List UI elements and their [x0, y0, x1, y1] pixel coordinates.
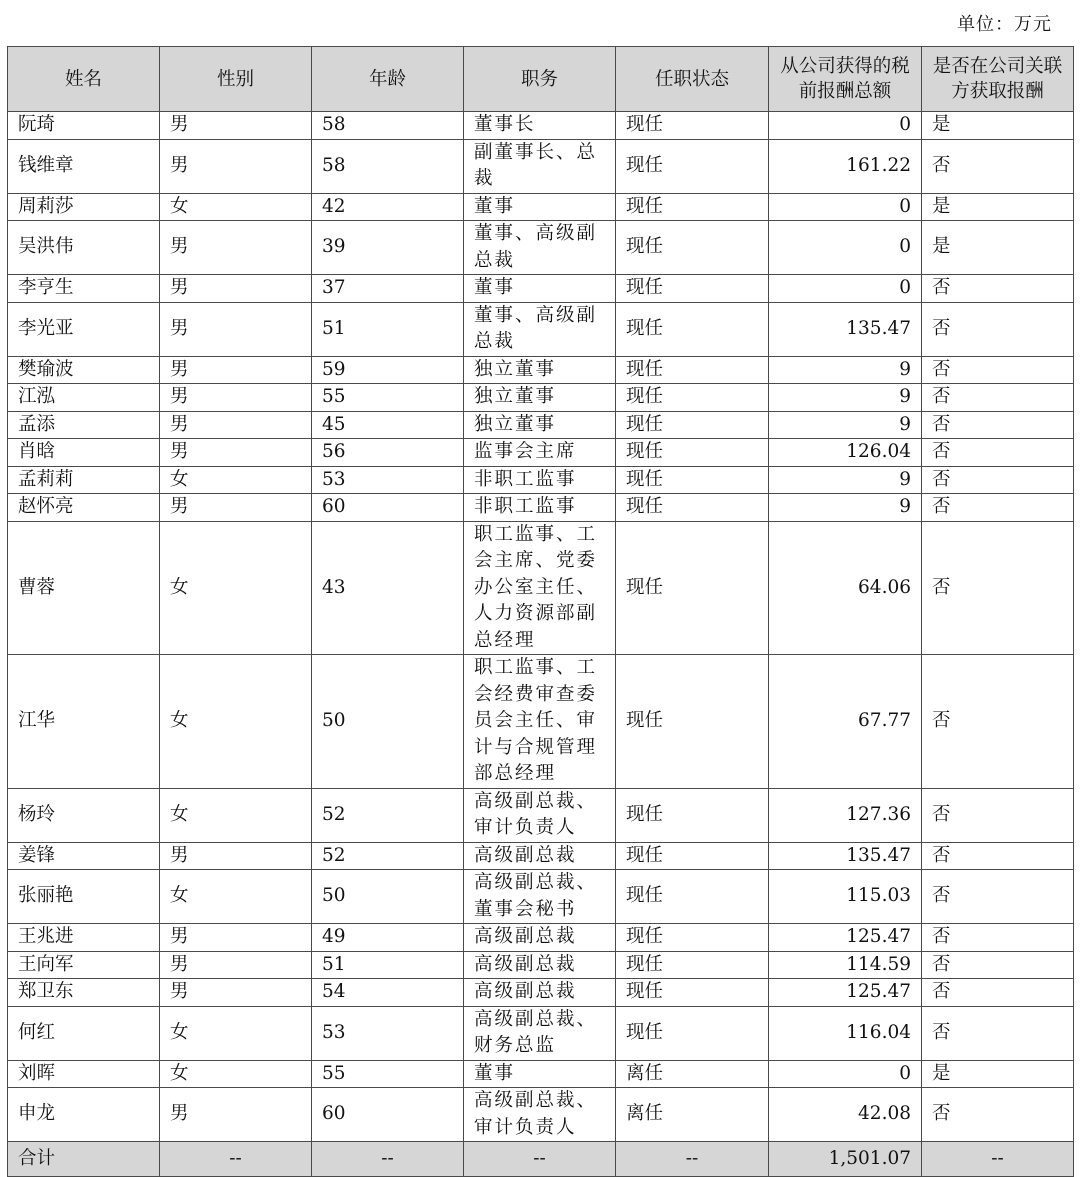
cell-name: 何红: [8, 1006, 160, 1060]
cell-related: 否: [922, 439, 1074, 467]
cell-gender: 男: [160, 951, 312, 979]
cell-gender: 男: [160, 356, 312, 384]
cell-name: 姜锋: [8, 842, 160, 870]
cell-name: 曹蓉: [8, 521, 160, 655]
cell-related: 是: [922, 1060, 1074, 1088]
table-row: [8, 193, 1074, 221]
cell-status: 现任: [616, 1006, 769, 1060]
cell-role: 董事: [464, 193, 616, 221]
table-row: [8, 112, 1074, 140]
cell-pay: 116.04: [769, 1006, 922, 1060]
cell-status: 现任: [616, 384, 769, 412]
cell-related: 否: [922, 384, 1074, 412]
cell-related: 否: [922, 1088, 1074, 1142]
cell-related: 否: [922, 979, 1074, 1007]
table-row: [8, 494, 1074, 522]
header-pay: 从公司获得的税前报酬总额: [769, 47, 922, 112]
cell-role: 高级副总裁: [464, 842, 616, 870]
table-row: [8, 655, 1074, 789]
total-related: --: [922, 1142, 1074, 1177]
cell-pay: 0: [769, 112, 922, 140]
cell-age: 53: [312, 466, 464, 494]
cell-role: 监事会主席: [464, 439, 616, 467]
cell-age: 51: [312, 951, 464, 979]
cell-name: 郑卫东: [8, 979, 160, 1007]
total-label: 合计: [8, 1142, 160, 1177]
cell-gender: 男: [160, 1088, 312, 1142]
cell-status: 现任: [616, 466, 769, 494]
cell-pay: 67.77: [769, 655, 922, 789]
cell-name: 肖晗: [8, 439, 160, 467]
cell-gender: 男: [160, 411, 312, 439]
cell-role: 高级副总裁、审计负责人: [464, 788, 616, 842]
cell-status: 现任: [616, 494, 769, 522]
cell-gender: 男: [160, 494, 312, 522]
cell-pay: 115.03: [769, 870, 922, 924]
cell-name: 江泓: [8, 384, 160, 412]
cell-status: 现任: [616, 951, 769, 979]
cell-pay: 9: [769, 494, 922, 522]
cell-name: 钱维章: [8, 139, 160, 193]
cell-age: 56: [312, 439, 464, 467]
cell-role: 董事、高级副总裁: [464, 302, 616, 356]
cell-related: 否: [922, 924, 1074, 952]
cell-pay: 9: [769, 356, 922, 384]
cell-name: 周莉莎: [8, 193, 160, 221]
table-row: [8, 521, 1074, 655]
cell-gender: 女: [160, 655, 312, 789]
cell-related: 否: [922, 356, 1074, 384]
cell-role: 副董事长、总裁: [464, 139, 616, 193]
table-row: [8, 788, 1074, 842]
cell-gender: 女: [160, 788, 312, 842]
cell-status: 现任: [616, 655, 769, 789]
cell-age: 42: [312, 193, 464, 221]
cell-role: 高级副总裁、董事会秘书: [464, 870, 616, 924]
total-status: --: [616, 1142, 769, 1177]
cell-related: 否: [922, 494, 1074, 522]
cell-status: 现任: [616, 521, 769, 655]
cell-pay: 9: [769, 384, 922, 412]
cell-related: 否: [922, 951, 1074, 979]
cell-gender: 男: [160, 139, 312, 193]
cell-age: 45: [312, 411, 464, 439]
cell-name: 张丽艳: [8, 870, 160, 924]
cell-status: 现任: [616, 221, 769, 275]
cell-name: 江华: [8, 655, 160, 789]
cell-name: 李光亚: [8, 302, 160, 356]
cell-name: 赵怀亮: [8, 494, 160, 522]
cell-pay: 135.47: [769, 302, 922, 356]
cell-related: 否: [922, 1006, 1074, 1060]
cell-name: 李亨生: [8, 275, 160, 303]
table-row: [8, 1088, 1074, 1142]
cell-age: 58: [312, 112, 464, 140]
cell-related: 否: [922, 870, 1074, 924]
cell-age: 50: [312, 870, 464, 924]
total-pay: 1,501.07: [769, 1142, 922, 1177]
cell-name: 王向军: [8, 951, 160, 979]
table-row: [8, 139, 1074, 193]
cell-related: 否: [922, 139, 1074, 193]
cell-related: 否: [922, 275, 1074, 303]
unit-label: 单位：万元: [957, 14, 1052, 35]
cell-gender: 女: [160, 1006, 312, 1060]
cell-age: 52: [312, 788, 464, 842]
total-age: --: [312, 1142, 464, 1177]
cell-age: 58: [312, 139, 464, 193]
table-row: [8, 466, 1074, 494]
table-row: [8, 384, 1074, 412]
cell-gender: 男: [160, 979, 312, 1007]
cell-status: 现任: [616, 193, 769, 221]
cell-gender: 男: [160, 924, 312, 952]
header-related: 是否在公司关联方获取报酬: [922, 47, 1074, 112]
cell-age: 59: [312, 356, 464, 384]
table-row: [8, 1006, 1074, 1060]
table-row: [8, 275, 1074, 303]
table-row: [8, 951, 1074, 979]
cell-role: 独立董事: [464, 356, 616, 384]
cell-name: 阮琦: [8, 112, 160, 140]
cell-related: 是: [922, 221, 1074, 275]
cell-pay: 126.04: [769, 439, 922, 467]
cell-age: 60: [312, 494, 464, 522]
table-row: [8, 979, 1074, 1007]
cell-related: 否: [922, 521, 1074, 655]
cell-name: 樊瑜波: [8, 356, 160, 384]
total-role: --: [464, 1142, 616, 1177]
cell-age: 51: [312, 302, 464, 356]
cell-gender: 男: [160, 439, 312, 467]
cell-name: 孟莉莉: [8, 466, 160, 494]
cell-role: 独立董事: [464, 384, 616, 412]
cell-pay: 0: [769, 193, 922, 221]
total-row: [8, 1142, 1074, 1177]
cell-role: 非职工监事: [464, 494, 616, 522]
table-row: [8, 411, 1074, 439]
cell-role: 董事、高级副总裁: [464, 221, 616, 275]
cell-role: 高级副总裁、财务总监: [464, 1006, 616, 1060]
cell-related: 否: [922, 842, 1074, 870]
cell-pay: 125.47: [769, 924, 922, 952]
cell-gender: 男: [160, 221, 312, 275]
cell-status: 现任: [616, 275, 769, 303]
total-gender: --: [160, 1142, 312, 1177]
cell-role: 高级副总裁、审计负责人: [464, 1088, 616, 1142]
cell-pay: 114.59: [769, 951, 922, 979]
cell-related: 是: [922, 193, 1074, 221]
table-row: [8, 356, 1074, 384]
cell-status: 离任: [616, 1088, 769, 1142]
cell-pay: 64.06: [769, 521, 922, 655]
table-row: [8, 870, 1074, 924]
cell-gender: 女: [160, 1060, 312, 1088]
cell-gender: 男: [160, 842, 312, 870]
cell-role: 高级副总裁: [464, 979, 616, 1007]
cell-related: 否: [922, 466, 1074, 494]
cell-name: 王兆进: [8, 924, 160, 952]
cell-related: 否: [922, 302, 1074, 356]
cell-name: 吴洪伟: [8, 221, 160, 275]
cell-role: 高级副总裁: [464, 951, 616, 979]
cell-name: 申龙: [8, 1088, 160, 1142]
cell-gender: 男: [160, 112, 312, 140]
table-row: [8, 924, 1074, 952]
cell-status: 现任: [616, 439, 769, 467]
cell-pay: 127.36: [769, 788, 922, 842]
cell-pay: 161.22: [769, 139, 922, 193]
cell-name: 杨玲: [8, 788, 160, 842]
cell-status: 现任: [616, 411, 769, 439]
cell-role: 董事长: [464, 112, 616, 140]
cell-role: 职工监事、工会经费审查委员会主任、审计与合规管理部总经理: [464, 655, 616, 789]
compensation-table: [7, 46, 1074, 1177]
cell-pay: 135.47: [769, 842, 922, 870]
cell-related: 否: [922, 788, 1074, 842]
cell-status: 现任: [616, 139, 769, 193]
cell-status: 现任: [616, 870, 769, 924]
cell-pay: 9: [769, 466, 922, 494]
cell-pay: 0: [769, 1060, 922, 1088]
cell-role: 独立董事: [464, 411, 616, 439]
cell-age: 43: [312, 521, 464, 655]
cell-age: 60: [312, 1088, 464, 1142]
cell-pay: 0: [769, 221, 922, 275]
header-row: [8, 47, 1074, 112]
cell-gender: 男: [160, 302, 312, 356]
cell-gender: 女: [160, 193, 312, 221]
cell-status: 现任: [616, 924, 769, 952]
cell-role: 高级副总裁: [464, 924, 616, 952]
cell-gender: 女: [160, 466, 312, 494]
cell-age: 53: [312, 1006, 464, 1060]
cell-role: 非职工监事: [464, 466, 616, 494]
cell-status: 现任: [616, 979, 769, 1007]
cell-status: 现任: [616, 112, 769, 140]
cell-age: 49: [312, 924, 464, 952]
cell-pay: 9: [769, 411, 922, 439]
cell-age: 39: [312, 221, 464, 275]
cell-pay: 0: [769, 275, 922, 303]
cell-name: 孟添: [8, 411, 160, 439]
cell-status: 现任: [616, 788, 769, 842]
cell-age: 54: [312, 979, 464, 1007]
cell-status: 离任: [616, 1060, 769, 1088]
header-name: 姓名: [8, 47, 160, 112]
cell-status: 现任: [616, 302, 769, 356]
table-row: [8, 302, 1074, 356]
cell-role: 董事: [464, 1060, 616, 1088]
cell-status: 现任: [616, 356, 769, 384]
cell-age: 55: [312, 384, 464, 412]
table-row: [8, 221, 1074, 275]
header-age: 年龄: [312, 47, 464, 112]
cell-age: 55: [312, 1060, 464, 1088]
cell-related: 否: [922, 411, 1074, 439]
table-row: [8, 1060, 1074, 1088]
cell-pay: 42.08: [769, 1088, 922, 1142]
cell-gender: 女: [160, 870, 312, 924]
cell-age: 50: [312, 655, 464, 789]
cell-status: 现任: [616, 842, 769, 870]
cell-name: 刘晖: [8, 1060, 160, 1088]
cell-age: 52: [312, 842, 464, 870]
cell-gender: 男: [160, 275, 312, 303]
cell-role: 职工监事、工会主席、党委办公室主任、人力资源部副总经理: [464, 521, 616, 655]
cell-age: 37: [312, 275, 464, 303]
header-status: 任职状态: [616, 47, 769, 112]
table-row: [8, 842, 1074, 870]
header-role: 职务: [464, 47, 616, 112]
cell-related: 否: [922, 655, 1074, 789]
header-gender: 性别: [160, 47, 312, 112]
cell-gender: 男: [160, 384, 312, 412]
cell-pay: 125.47: [769, 979, 922, 1007]
cell-role: 董事: [464, 275, 616, 303]
cell-related: 是: [922, 112, 1074, 140]
table-row: [8, 439, 1074, 467]
cell-gender: 女: [160, 521, 312, 655]
